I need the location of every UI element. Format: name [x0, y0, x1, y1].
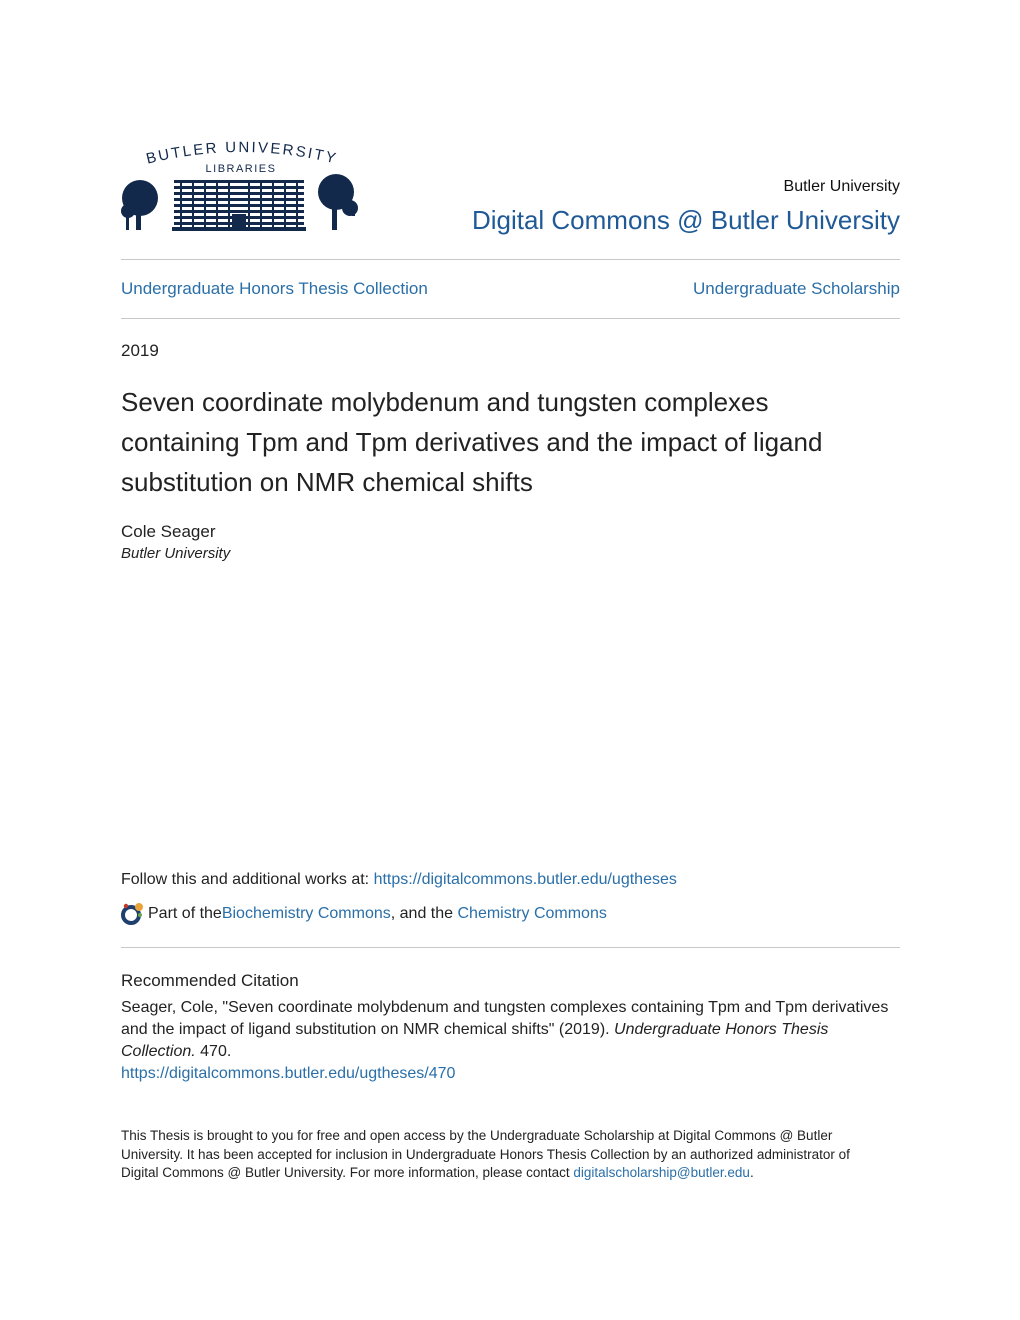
citation-body: Seager, Cole, "Seven coordinate molybdenum and tungsten complexes containing Tpm and Tpm derivatives and the impact of ligand substitution on NMR chemical shifts" (2019). [121, 999, 889, 1038]
follow-prefix: Follow this and additional works at: [121, 871, 374, 888]
contact-email-link[interactable]: digitalscholarship@butler.edu [573, 1165, 750, 1180]
divider-nav [121, 318, 900, 319]
author-name: Cole Seager [121, 522, 216, 541]
author-affiliation: Butler University [121, 545, 231, 562]
building-icon [172, 180, 306, 231]
right-tree-icon [318, 174, 358, 230]
header-block [472, 176, 900, 238]
repository-name[interactable]: Digital Commons @ Butler University [471, 205, 900, 235]
paper-title: Seven coordinate molybdenum and tungsten complexes containing Tpm and Tpm derivatives and the impact of ligand substitution on NMR chemical shifts [121, 387, 823, 497]
chemistry-commons-link[interactable]: Chemistry Commons [457, 905, 607, 922]
biochemistry-commons-link[interactable]: Biochemistry Commons [221, 905, 391, 922]
part-of-middle: , and the [390, 905, 458, 922]
citation-text [121, 997, 901, 1085]
footer-text: This Thesis is brought to you for free and open access by the Undergraduate Scholarship at Digital Commons @ Butler University. It has been accepted for inclusion in Undergraduate Honors Thesis Collection by an authorized administrator of Digital Commons @ Butler University. For more information, please contact [121, 1128, 850, 1180]
follow-line [121, 871, 677, 889]
collection-link[interactable]: Undergraduate Honors Thesis Collection [121, 279, 428, 298]
logo-sub-text: LIBRARIES [205, 163, 277, 175]
logo-arc-text: BUTLER UNIVERSITY [144, 140, 340, 168]
left-tree-icon [121, 180, 158, 230]
follow-url-link[interactable]: https://digitalcommons.butler.edu/ugtheses [373, 871, 677, 888]
part-of-line [121, 902, 607, 926]
part-of-prefix: Part of the [148, 905, 222, 922]
citation-number: 470. [195, 1043, 232, 1060]
network-icon [121, 902, 145, 926]
scholarship-link[interactable]: Undergraduate Scholarship [693, 279, 900, 298]
institution-name: Butler University [783, 178, 900, 195]
citation-heading: Recommended Citation [121, 971, 299, 990]
divider-top [121, 259, 900, 260]
citation-url-link[interactable]: https://digitalcommons.butler.edu/ugtheses/470 [121, 1065, 456, 1082]
butler-libraries-logo [118, 140, 364, 236]
divider-citation [121, 947, 900, 948]
publication-year: 2019 [121, 341, 159, 360]
footer-notice [121, 1127, 891, 1183]
footer-end: . [749, 1165, 754, 1180]
citation-series: Undergraduate Honors Thesis Collection. [121, 1021, 829, 1060]
